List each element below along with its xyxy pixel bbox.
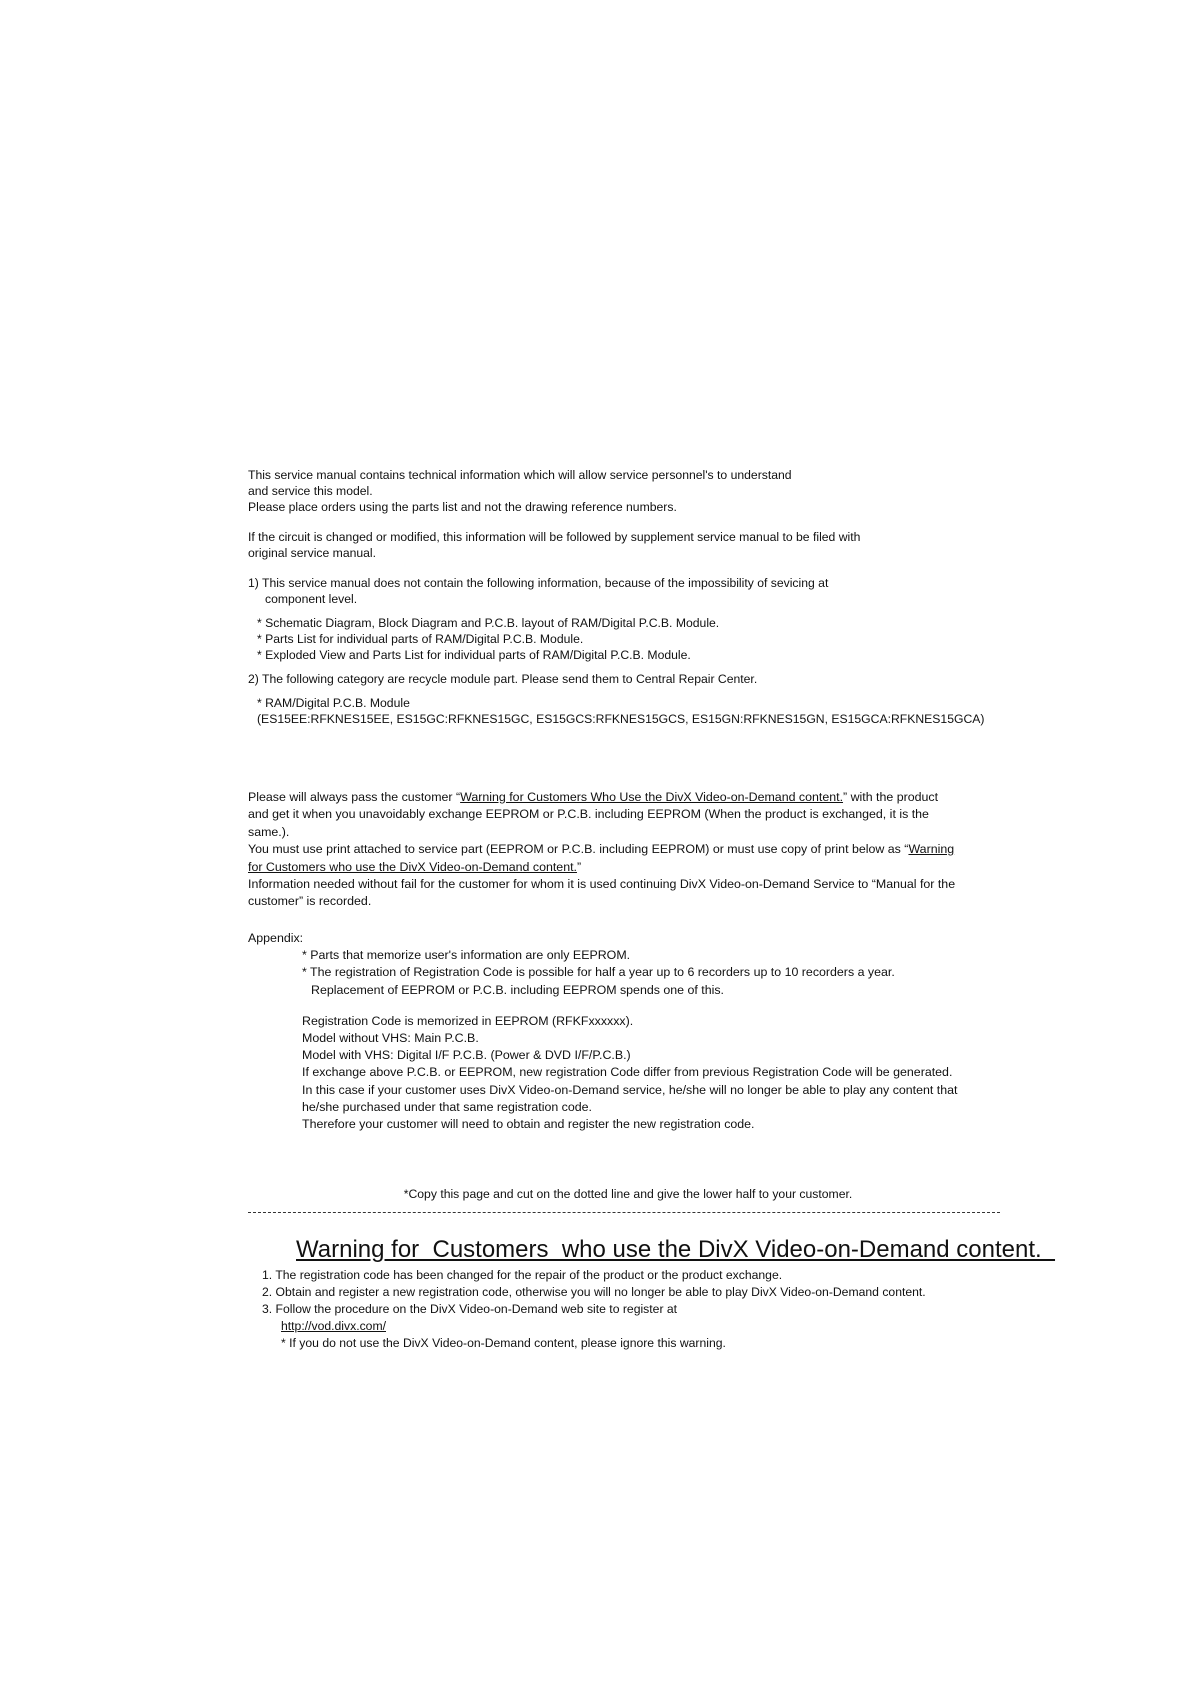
warning-item: 3. Follow the procedure on the DivX Video-on-Demand web site to register at [262, 1302, 678, 1316]
warning-item: 1. The registration code has been changed for the repair of the product or the product exchange. [262, 1268, 783, 1282]
warning-title: Warning for Customers who use the DivX Video-on-Demand content. [296, 1236, 1056, 1263]
divx-line: customer” is recorded. [248, 894, 372, 909]
appendix-bullet: * The registration of Registration Code is possible for half a year up to 6 recorders up to 10 recorders a year. [302, 965, 895, 980]
appendix-line: Registration Code is memorized in EEPROM (RFKFxxxxxx). [302, 1013, 634, 1028]
warning-list [262, 1267, 1022, 1352]
intro-line: If the circuit is changed or modified, this information will be followed by supplement service manual to be filed with [248, 530, 861, 544]
intro-line: and service this model. [248, 484, 373, 498]
item2-bullet: * RAM/Digital P.C.B. Module [257, 696, 410, 710]
item2-models: (ES15EE:RFKNES15EE, ES15GC:RFKNES15GC, ES15GCS:RFKNES15GCS, ES15GN:RFKNES15GN, ES15GCA:RFKNES15GCA) [257, 712, 985, 726]
divx-url-link[interactable]: http://vod.divx.com/ [281, 1319, 386, 1333]
appendix-section [248, 930, 1018, 1133]
warning-link: for Customers who use the DivX Video-on-Demand content. [248, 859, 577, 874]
item2-line: 2) The following category are recycle module part. Please send them to Central Repair Center. [248, 672, 758, 686]
divx-line: You must use print attached to service part (EEPROM or P.C.B. including EEPROM) or must use copy of print below as “Warning [248, 842, 955, 857]
item1-bullet: * Schematic Diagram, Block Diagram and P.C.B. layout of RAM/Digital P.C.B. Module. [257, 616, 720, 630]
intro-line: original service manual. [248, 546, 377, 560]
item1-bullet: * Parts List for individual parts of RAM/Digital P.C.B. Module. [257, 632, 584, 646]
divx-section [248, 789, 1018, 911]
appendix-line: he/she purchased under that same registration code. [302, 1099, 592, 1114]
warning-item: 2. Obtain and register a new registration code, otherwise you will no longer be able to play DivX Video-on-Demand content. [262, 1285, 926, 1299]
appendix-bullet-cont: Replacement of EEPROM or P.C.B. including EEPROM spends one of this. [311, 982, 724, 997]
warning-link: Warning [908, 842, 955, 857]
warning-note: * If you do not use the DivX Video-on-Demand content, please ignore this warning. [281, 1336, 726, 1350]
item1-line: component level. [265, 592, 358, 606]
dotted-cut-line [248, 1212, 1000, 1213]
divx-line: Information needed without fail for the customer for whom it is used continuing DivX Video-on-Demand Service to “Manual for the [248, 877, 956, 892]
appendix-bullet: * Parts that memorize user's information are only EEPROM. [302, 948, 631, 963]
cut-note: *Copy this page and cut on the dotted line and give the lower half to your customer. [403, 1187, 853, 1201]
item1-bullet: * Exploded View and Parts List for individual parts of RAM/Digital P.C.B. Module. [257, 648, 691, 662]
intro-section [248, 467, 1008, 727]
divx-line: same.). [248, 824, 290, 839]
appendix-line: In this case if your customer uses DivX Video-on-Demand service, he/she will no longer be able to play any content that [302, 1082, 958, 1097]
divx-line: for Customers who use the DivX Video-on-Demand content.” [248, 859, 582, 874]
item1-line: 1) This service manual does not contain the following information, because of the impossibility of sevicing at [248, 576, 829, 590]
intro-line: Please place orders using the parts list and not the drawing reference numbers. [248, 500, 677, 514]
appendix-line: Model without VHS: Main P.C.B. [302, 1031, 479, 1046]
appendix-line: Model with VHS: Digital I/F P.C.B. (Power & DVD I/F/P.C.B.) [302, 1048, 631, 1063]
warning-link: Warning for Customers Who Use the DivX Video-on-Demand content. [460, 790, 844, 804]
intro-line: This service manual contains technical information which will allow service personnel's to understand [248, 468, 792, 482]
appendix-title: Appendix: [248, 931, 304, 945]
appendix-line: Therefore your customer will need to obtain and register the new registration code. [302, 1117, 755, 1132]
divx-line: and get it when you unavoidably exchange EEPROM or P.C.B. including EEPROM (When the product is exchanged, it is the [248, 807, 929, 822]
appendix-line: If exchange above P.C.B. or EEPROM, new registration Code differ from previous Registration Code will be generated. [302, 1065, 953, 1080]
divx-line: Please will always pass the customer “Warning for Customers Who Use the DivX Video-on-Demand content.” with the product [248, 790, 939, 804]
